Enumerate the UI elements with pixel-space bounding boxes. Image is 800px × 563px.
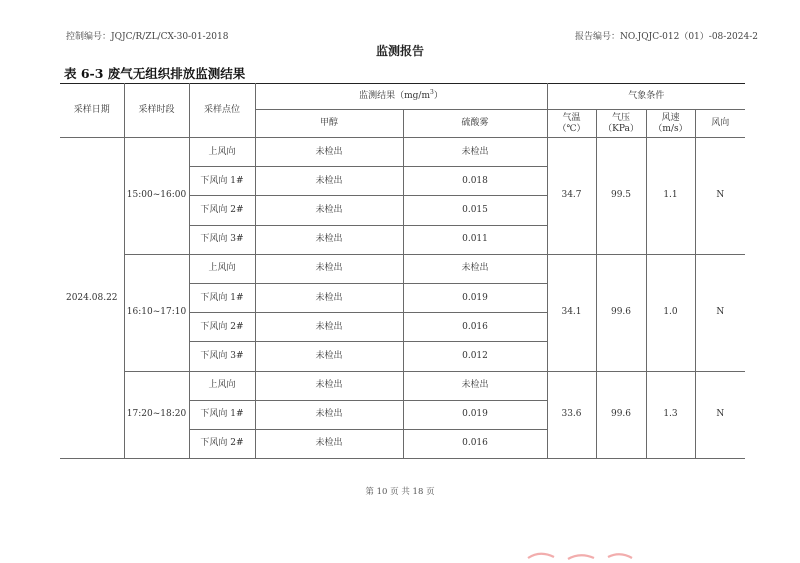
sulfuric-cell: 0.019 bbox=[403, 283, 547, 312]
sulfuric-cell: 未检出 bbox=[403, 371, 547, 400]
wind-direction-cell: N bbox=[695, 138, 745, 255]
sulfuric-cell: 0.018 bbox=[403, 167, 547, 196]
wind-direction-cell: N bbox=[695, 371, 745, 459]
results-label: 监测结果（mg/m bbox=[359, 91, 431, 101]
pressure-cell: 99.6 bbox=[596, 254, 646, 371]
point-cell: 下风向 3# bbox=[189, 342, 255, 371]
point-cell: 上风向 bbox=[189, 371, 255, 400]
sulfuric-cell: 未检出 bbox=[403, 138, 547, 167]
wind-speed-label: 风速 bbox=[661, 112, 680, 123]
header-methanol: 甲醇 bbox=[255, 110, 403, 138]
period-cell: 15:00~16:00 bbox=[124, 138, 189, 255]
point-cell: 下风向 3# bbox=[189, 225, 255, 254]
report-number: 报告编号：NO.JQJC-012（01）-08-2024-2 bbox=[575, 32, 758, 42]
temperature-label: 气温 bbox=[562, 112, 581, 123]
temperature-cell: 33.6 bbox=[547, 371, 596, 459]
point-cell: 下风向 2# bbox=[189, 429, 255, 458]
control-number: 控制编号：JQJC/R/ZL/CX-30-01-2018 bbox=[66, 32, 229, 42]
point-cell: 下风向 2# bbox=[189, 313, 255, 342]
results-label-close: ） bbox=[433, 91, 443, 101]
temperature-cell: 34.7 bbox=[547, 138, 596, 255]
methanol-cell: 未检出 bbox=[255, 254, 403, 283]
header-row-1 bbox=[60, 84, 745, 110]
methanol-cell: 未检出 bbox=[255, 196, 403, 225]
header-temperature bbox=[547, 110, 596, 138]
header-pressure bbox=[596, 110, 646, 138]
monitoring-results-table bbox=[60, 83, 745, 459]
table-row bbox=[60, 371, 745, 400]
table-row bbox=[60, 138, 745, 167]
methanol-cell: 未检出 bbox=[255, 313, 403, 342]
sulfuric-cell: 0.016 bbox=[403, 313, 547, 342]
wind-speed-unit: （m/s） bbox=[653, 123, 688, 134]
sulfuric-cell: 未检出 bbox=[403, 254, 547, 283]
header-sampling-point: 采样点位 bbox=[189, 84, 255, 138]
methanol-cell: 未检出 bbox=[255, 138, 403, 167]
sulfuric-cell: 0.019 bbox=[403, 400, 547, 429]
point-cell: 下风向 1# bbox=[189, 167, 255, 196]
pressure-label: 气压 bbox=[611, 112, 630, 123]
pressure-unit: （KPa） bbox=[603, 123, 639, 134]
period-cell: 17:20~18:20 bbox=[124, 371, 189, 459]
methanol-cell: 未检出 bbox=[255, 400, 403, 429]
header-wind-speed bbox=[646, 110, 695, 138]
wind-speed-cell: 1.3 bbox=[646, 371, 695, 459]
point-cell: 下风向 2# bbox=[189, 196, 255, 225]
methanol-cell: 未检出 bbox=[255, 167, 403, 196]
period-cell: 16:10~17:10 bbox=[124, 254, 189, 371]
sampling-date-cell: 2024.08.22 bbox=[60, 138, 124, 459]
point-cell: 上风向 bbox=[189, 138, 255, 167]
methanol-cell: 未检出 bbox=[255, 371, 403, 400]
document-title: 监测报告 bbox=[375, 44, 424, 58]
header-weather: 气象条件 bbox=[547, 84, 745, 110]
results-unit-superscript: 3 bbox=[430, 89, 434, 96]
header-sampling-period: 采样时段 bbox=[124, 84, 189, 138]
methanol-cell: 未检出 bbox=[255, 429, 403, 458]
wind-speed-cell: 1.1 bbox=[646, 138, 695, 255]
sulfuric-cell: 0.016 bbox=[403, 429, 547, 458]
pressure-cell: 99.6 bbox=[596, 371, 646, 459]
point-cell: 上风向 bbox=[189, 254, 255, 283]
methanol-cell: 未检出 bbox=[255, 283, 403, 312]
header-sampling-date: 采样日期 bbox=[60, 84, 124, 138]
header-sulfuric-mist: 硫酸雾 bbox=[403, 110, 547, 138]
table-row bbox=[60, 254, 745, 283]
sulfuric-cell: 0.012 bbox=[403, 342, 547, 371]
wind-direction-cell: N bbox=[695, 254, 745, 371]
wind-speed-cell: 1.0 bbox=[646, 254, 695, 371]
temperature-unit: （℃） bbox=[557, 123, 586, 134]
stamp-stroke bbox=[528, 554, 632, 559]
point-cell: 下风向 1# bbox=[189, 283, 255, 312]
methanol-cell: 未检出 bbox=[255, 342, 403, 371]
pressure-cell: 99.5 bbox=[596, 138, 646, 255]
header-wind-direction: 风向 bbox=[695, 110, 745, 138]
methanol-cell: 未检出 bbox=[255, 225, 403, 254]
sulfuric-cell: 0.011 bbox=[403, 225, 547, 254]
red-stamp-fragment bbox=[520, 548, 640, 562]
header-monitoring-results bbox=[255, 84, 547, 110]
table-title: 表 6-3 废气无组织排放监测结果 bbox=[64, 66, 246, 81]
sulfuric-cell: 0.015 bbox=[403, 196, 547, 225]
page-number: 第 10 页 共 18 页 bbox=[365, 487, 435, 497]
point-cell: 下风向 1# bbox=[189, 400, 255, 429]
temperature-cell: 34.1 bbox=[547, 254, 596, 371]
